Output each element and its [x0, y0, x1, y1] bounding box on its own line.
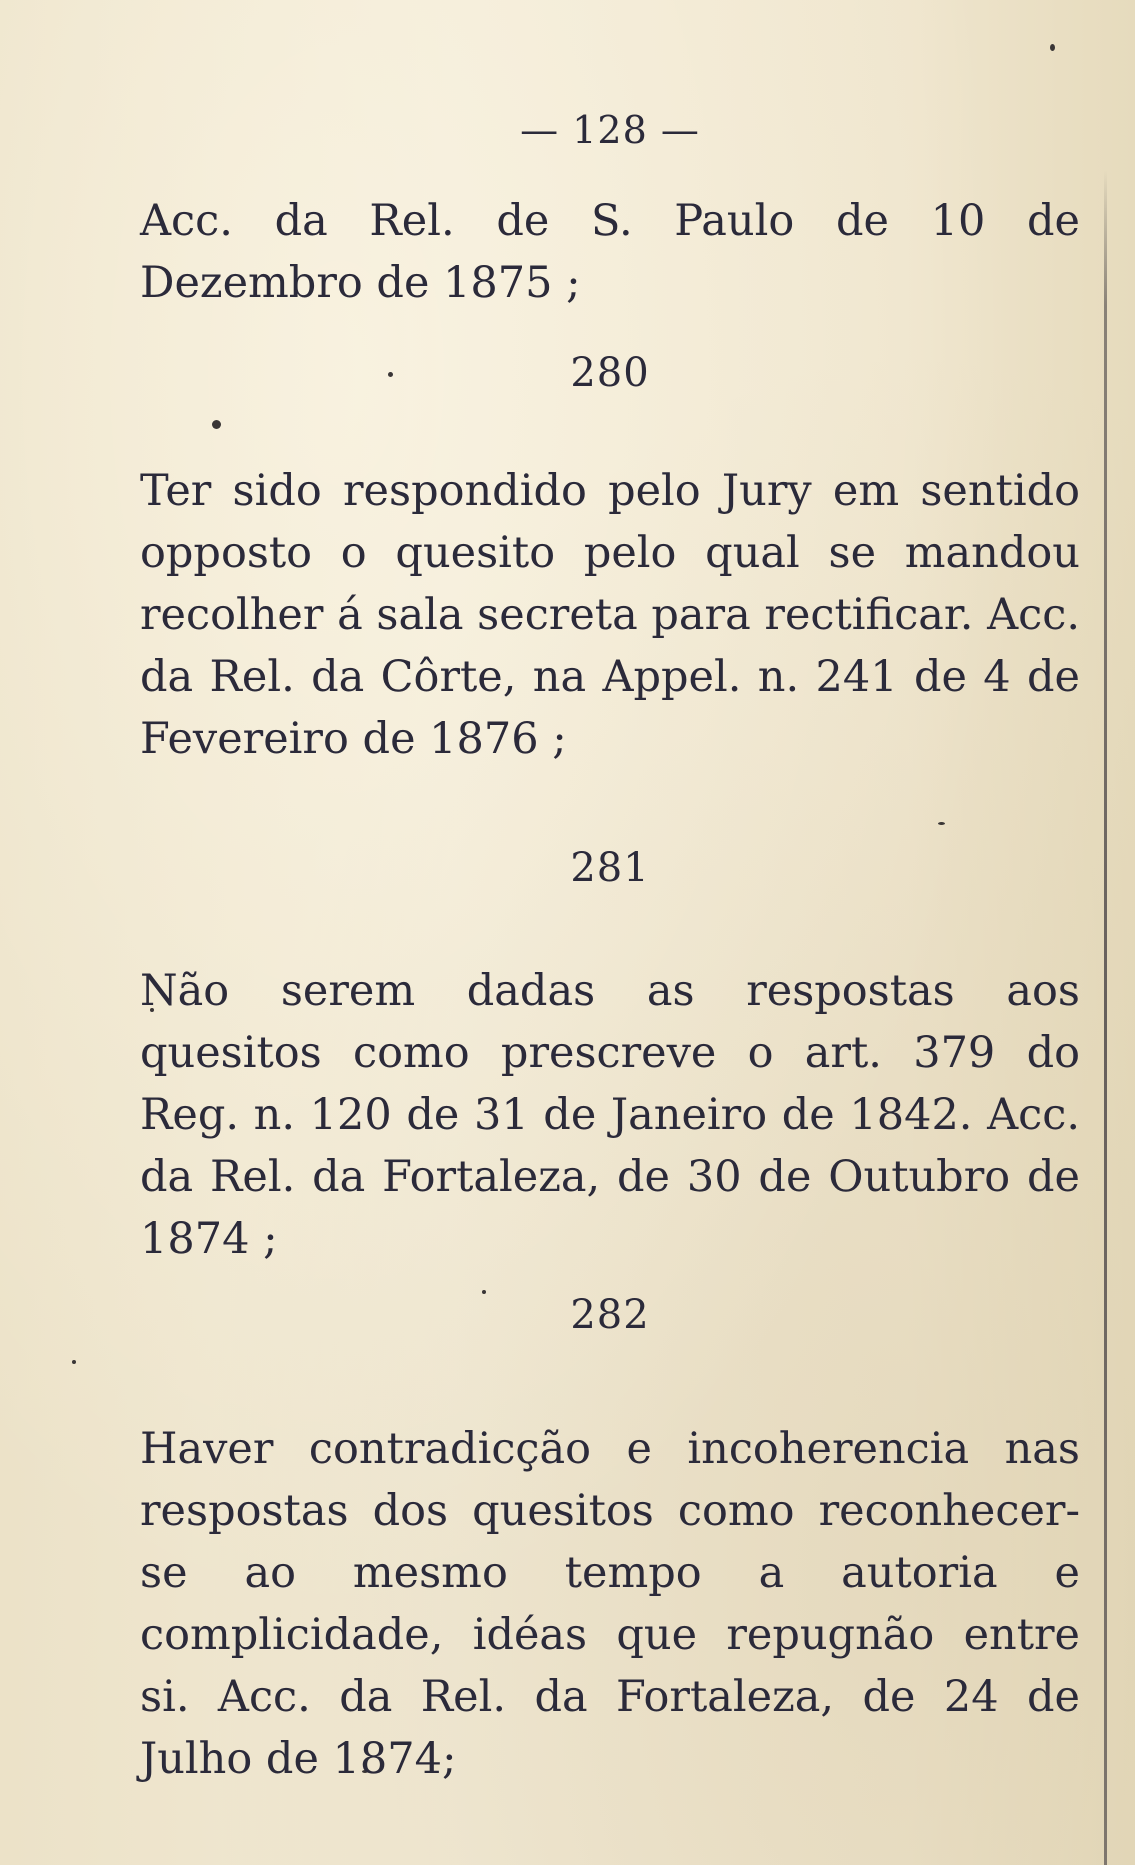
entry-280-text: Ter sido respondido pelo Jury em sentido opposto o quesito pelo qual se mandou recolher á sala secreta para rectificar. Acc. da Rel. da Côrte, na Appel. n. 241 de 4 de Fevereiro de 1876 ;: [140, 466, 1080, 764]
ink-speck: [1050, 44, 1055, 51]
entry-281-text: Não serem dadas as respostas aos quesitos como prescreve o art. 379 do Reg. n. 120 de 31 de Janeiro de 1842. Acc. da Rel. da Fortaleza, de 30 de Outubro de 1874 ;: [140, 966, 1080, 1264]
entry-number-280: 280: [570, 350, 650, 396]
ink-speck: [938, 822, 945, 825]
entry-282-text: Haver contradicção e incoherencia nas respostas dos quesitos como reconhecer-se ao mesmo tempo a autoria e complicidade, idéas que repugnão entre si. Acc. da Rel. da Fortaleza, de 24 de Julho de 1874;: [140, 1424, 1080, 1784]
entry-number-282: 282: [570, 1292, 650, 1338]
ink-speck: [212, 420, 221, 429]
page-number: — 128 —: [520, 108, 700, 152]
ink-speck: [72, 1360, 76, 1364]
page-edge-line: [1104, 170, 1107, 1865]
entry-number-281: 281: [570, 845, 650, 891]
paragraph-continuation: Acc. da Rel. de S. Paulo de 10 de Dezembro de 1875 ;: [140, 196, 1080, 308]
